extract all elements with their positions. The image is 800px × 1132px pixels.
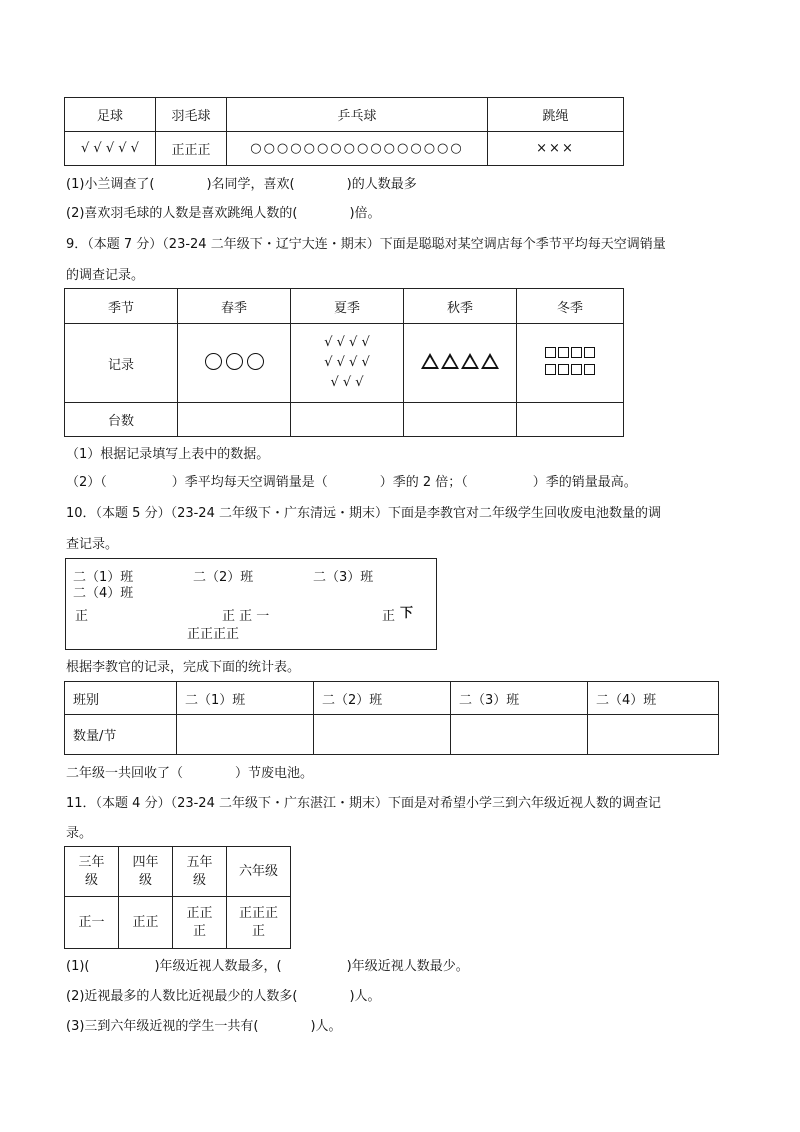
triangle-icon — [421, 353, 439, 369]
q10-stat-table — [64, 681, 719, 755]
q10-record-mark2: 正 正 一 — [222, 609, 270, 624]
q8-tally-table — [64, 97, 624, 166]
q9-record-label: 记录 — [65, 324, 178, 403]
q8-sub1: (1)小兰调查了( )名同学，喜欢( )的人数最多 — [66, 177, 417, 192]
q10-total: 二年级一共回收了（ ）节废电池。 — [66, 766, 314, 781]
q9-count-label: 台数 — [65, 403, 178, 437]
q10-stem-line2: 查记录。 — [66, 537, 119, 552]
q10-count-c2-blank[interactable] — [314, 715, 451, 755]
q10-record-mark3: 正 — [382, 609, 396, 624]
q10-header-class: 班别 — [65, 682, 177, 715]
q9-winter-squares — [517, 324, 624, 403]
q8-header-football: 足球 — [65, 98, 156, 132]
q11-stem-line2: 录。 — [66, 826, 93, 841]
q9-summer-checks — [291, 324, 404, 403]
q9-record-table — [64, 288, 624, 437]
q8-header-jumprope: 跳绳 — [488, 98, 624, 132]
q11-record-table — [64, 846, 291, 949]
q9-stem-line1: 9．（本题 7 分）（23-24 二年级下・辽宁大连・期末）下面是聪聪对某空调店每个季节平均每天空调销量 — [66, 237, 666, 252]
triangle-icon — [441, 353, 459, 369]
q9-count-spring-blank[interactable] — [178, 403, 291, 437]
q11-sub1: (1)( )年级近视人数最多，( )年级近视人数最少。 — [66, 959, 469, 974]
q11-sub3: (3)三到六年级近视的学生一共有( )人。 — [66, 1019, 342, 1034]
q11-stem-line1: 11．（本题 4 分）（23-24 二年级下・广东湛江・期末）下面是对希望小学三到六年级近视人数的调查记 — [66, 796, 661, 811]
q9-sub2: （2）（ ）季平均每天空调销量是（ ）季的 2 倍；（ ）季的销量最高。 — [66, 475, 637, 490]
q9-header-spring: 春季 — [178, 289, 291, 324]
q10-row-label: 数量/节 — [65, 715, 177, 755]
q11-mark-g4: 正正 — [119, 897, 173, 949]
square-icon — [584, 347, 595, 358]
q8-sub2: (2)喜欢羽毛球的人数是喜欢跳绳人数的( )倍。 — [66, 206, 381, 221]
q10-header-c2: 二（2）班 — [314, 682, 451, 715]
q10-record-class3: 二（3）班 — [313, 570, 374, 585]
triangle-icon — [461, 353, 479, 369]
q8-mark-football: √ √ √ √ √ — [65, 132, 156, 166]
q10-instruction: 根据李教官的记录，完成下面的统计表。 — [66, 660, 301, 675]
q8-header-badminton: 羽毛球 — [156, 98, 227, 132]
q8-mark-badminton: 正正正 — [156, 132, 227, 166]
q10-count-c4-blank[interactable] — [588, 715, 719, 755]
q11-mark-g3: 正一 — [65, 897, 119, 949]
square-icon — [558, 364, 569, 375]
q10-header-c3: 二（3）班 — [451, 682, 588, 715]
q9-count-autumn-blank[interactable] — [404, 403, 517, 437]
triangle-icon — [481, 353, 499, 369]
square-icon — [545, 364, 556, 375]
q10-header-c1: 二（1）班 — [177, 682, 314, 715]
check-row: √ √ √ √ — [324, 335, 370, 350]
q9-spring-circles — [178, 324, 291, 403]
q8-header-pingpong: 乒乓球 — [227, 98, 488, 132]
q9-header-summer: 夏季 — [291, 289, 404, 324]
q11-header-g4: 四年 级 — [119, 847, 173, 897]
q8-mark-pingpong: ○○○○○○○○○○○○○○○○ — [227, 132, 488, 166]
q9-header-winter: 冬季 — [517, 289, 624, 324]
q8-mark-jumprope: ××× — [488, 132, 624, 166]
q10-record-mark4: 正正正正 — [187, 627, 240, 642]
q10-record-class4: 二（4）班 — [73, 586, 134, 601]
circle-icon — [247, 353, 264, 370]
square-icon — [545, 347, 556, 358]
q11-mark-g5: 正正 正 — [173, 897, 227, 949]
q10-stem-line1: 10．（本题 5 分）（23-24 二年级下・广东清远・期末）下面是李教官对二年级学生回收废电池数量的调 — [66, 506, 661, 521]
q11-sub2: (2)近视最多的人数比近视最少的人数多( )人。 — [66, 989, 381, 1004]
circle-icon — [205, 353, 222, 370]
q9-count-winter-blank[interactable] — [517, 403, 624, 437]
q10-record-mark1: 正 — [75, 609, 89, 624]
q11-header-g6: 六年级 — [227, 847, 291, 897]
q9-autumn-triangles — [404, 324, 517, 403]
q10-count-c3-blank[interactable] — [451, 715, 588, 755]
square-icon — [571, 364, 582, 375]
square-icon — [571, 347, 582, 358]
q10-record-mark3b: 下 — [400, 606, 414, 621]
q10-count-c1-blank[interactable] — [177, 715, 314, 755]
q10-header-c4: 二（4）班 — [588, 682, 719, 715]
q9-count-summer-blank[interactable] — [291, 403, 404, 437]
circle-icon — [226, 353, 243, 370]
q10-record-class1: 二（1）班 — [73, 570, 134, 585]
q9-header-season: 季节 — [65, 289, 178, 324]
q9-sub1: （1）根据记录填写上表中的数据。 — [66, 447, 270, 462]
q11-header-g3: 三年 级 — [65, 847, 119, 897]
q11-mark-g6: 正正正 正 — [227, 897, 291, 949]
q11-header-g5: 五年 级 — [173, 847, 227, 897]
check-row: √ √ √ — [330, 375, 364, 390]
check-row: √ √ √ √ — [324, 355, 370, 370]
square-icon — [584, 364, 595, 375]
q9-header-autumn: 秋季 — [404, 289, 517, 324]
square-icon — [558, 347, 569, 358]
q9-stem-line2: 的调查记录。 — [66, 268, 145, 283]
q10-record-class2: 二（2）班 — [193, 570, 254, 585]
